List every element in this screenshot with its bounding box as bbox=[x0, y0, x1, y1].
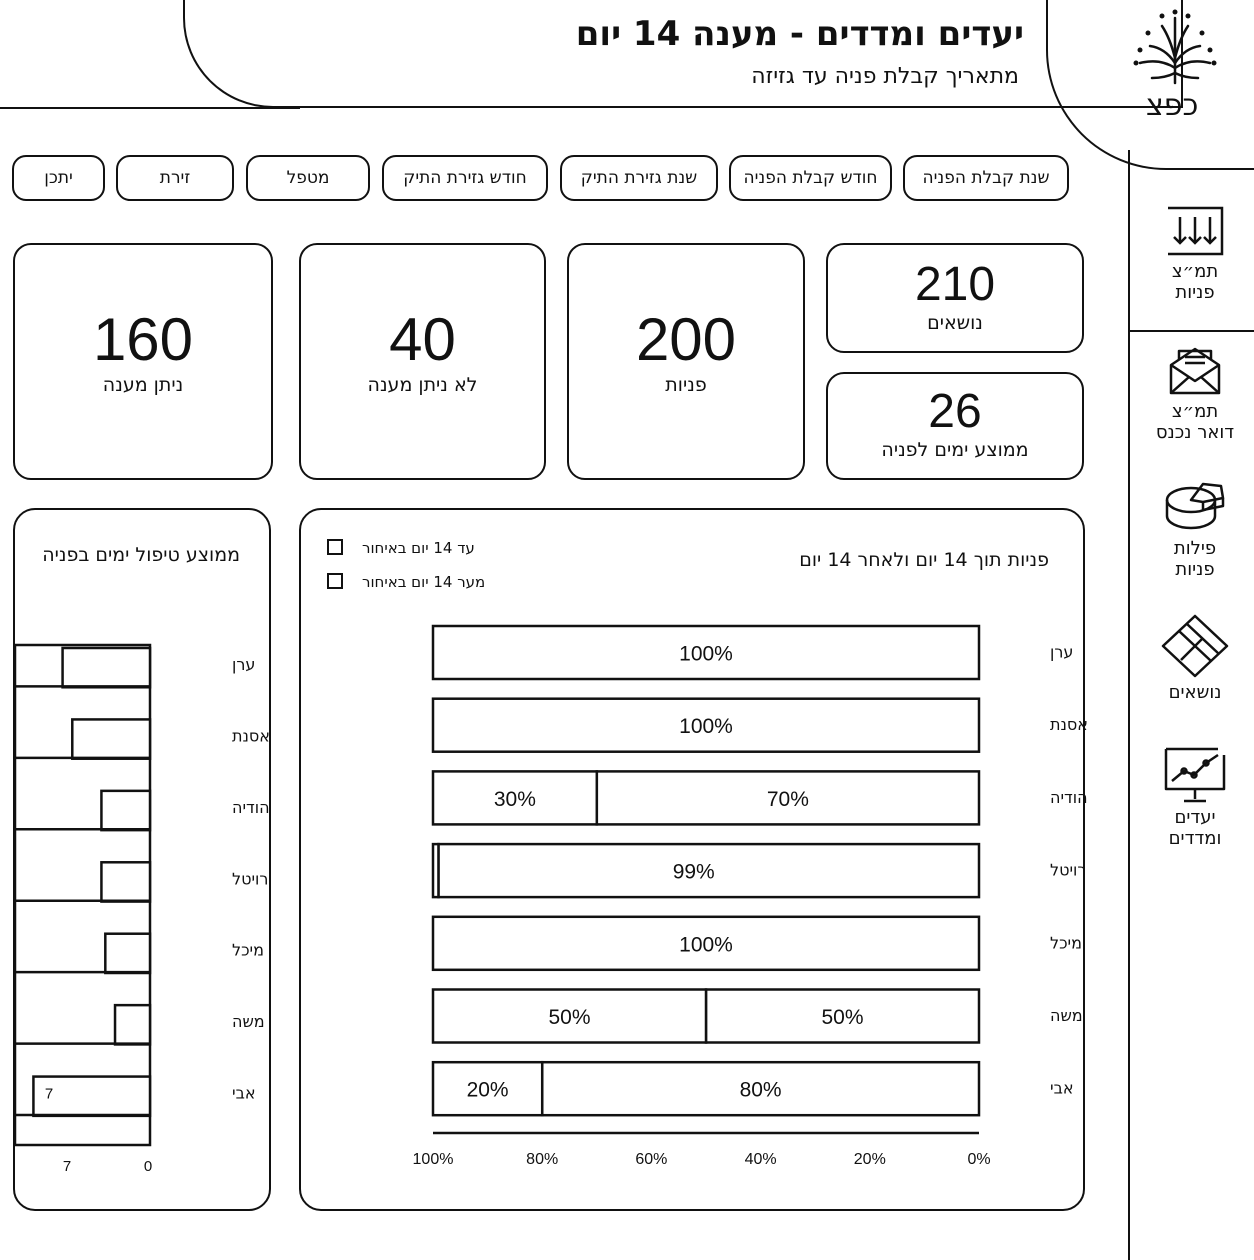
avg-bar[interactable] bbox=[101, 862, 150, 901]
sidebar-item-sublabel: ומדדים bbox=[1168, 828, 1222, 849]
data-label: 99% bbox=[672, 860, 715, 884]
avg-bar[interactable] bbox=[115, 1005, 150, 1044]
kpi-avg-days-label: ממוצע ימים לפניה bbox=[881, 439, 1029, 461]
kpi-not-answered-label: לא ניתן מענה bbox=[367, 374, 478, 396]
page-title: יעדים ומדדים - מענה 14 יום bbox=[575, 14, 1024, 54]
category-label: רויטל bbox=[232, 869, 269, 889]
data-label: 100% bbox=[679, 642, 733, 666]
category-label: אסנת bbox=[1050, 715, 1088, 735]
category-label: רויטל bbox=[1050, 860, 1087, 880]
category-label: משה bbox=[1050, 1006, 1083, 1025]
page-subtitle: מתאריך קבלת פניה עד גזיזה bbox=[751, 64, 1019, 89]
sidebar-item-label: תמ״צ bbox=[1171, 261, 1219, 282]
chart-title: פניות תוך 14 יום ולאחר 14 יום bbox=[799, 549, 1049, 571]
sidebar-item-label: פילות bbox=[1173, 538, 1217, 559]
x-tick-label: 100% bbox=[412, 1151, 454, 1168]
kpi-requests-label: פניות bbox=[665, 374, 707, 396]
category-label: מיכל bbox=[232, 940, 264, 960]
kpi-topics-label: נושאים bbox=[927, 312, 983, 334]
sidebar-item-sublabel: דואר נכנס bbox=[1155, 422, 1235, 443]
logo-text: כפצ bbox=[1146, 88, 1199, 123]
category-label: מיכל bbox=[1050, 933, 1082, 953]
avg-bar[interactable] bbox=[72, 719, 150, 758]
category-label: הודיה bbox=[1050, 787, 1088, 807]
category-label: אסנת bbox=[232, 726, 270, 746]
data-label: 20% bbox=[466, 1078, 509, 1102]
category-label: משה bbox=[232, 1012, 265, 1032]
category-label: אבי bbox=[1050, 1078, 1074, 1098]
filter-request-month[interactable]: חודש קבלת הפניה bbox=[729, 155, 892, 201]
x-tick-label: 40% bbox=[744, 1151, 777, 1168]
filter-handler[interactable]: מטפל bbox=[246, 155, 370, 201]
sidebar-item-label: נושאים bbox=[1168, 682, 1222, 703]
x-tick-label: 60% bbox=[635, 1151, 668, 1168]
data-label: 30% bbox=[493, 787, 536, 811]
category-label: ערן bbox=[1050, 642, 1074, 662]
kpi-answered-label: ניתן מענה bbox=[102, 374, 184, 396]
filter-case-month[interactable]: חודש גזירת התיק bbox=[382, 155, 548, 201]
avg-days-title: ממוצע טיפול ימים בפניה bbox=[42, 544, 240, 566]
sidebar-item-sublabel: פניות bbox=[1175, 282, 1215, 303]
x-tick-label: 7 bbox=[62, 1158, 72, 1175]
data-label: 7 bbox=[44, 1085, 54, 1103]
filter-zone[interactable]: זירת bbox=[116, 155, 234, 201]
avg-bar[interactable] bbox=[105, 934, 150, 973]
data-label: 100% bbox=[679, 933, 733, 957]
category-label: הודיה bbox=[232, 797, 270, 817]
legend-label-within-14: עד 14 יום באיחור bbox=[362, 539, 475, 557]
avg-bar[interactable] bbox=[63, 648, 150, 687]
category-label: אבי bbox=[232, 1083, 256, 1103]
avg-bar[interactable] bbox=[101, 791, 150, 830]
kpi-avg-days-value: 26 bbox=[928, 385, 982, 438]
data-label: 50% bbox=[821, 1006, 864, 1029]
x-tick-label: 20% bbox=[853, 1151, 886, 1168]
data-label: 50% bbox=[548, 1006, 591, 1029]
kpi-not-answered-value: 40 bbox=[389, 306, 456, 373]
kpi-answered-value: 160 bbox=[92, 306, 194, 373]
filter-case-year[interactable]: שנת גזירת התיק bbox=[560, 155, 718, 201]
sidebar-item-label: יעדים bbox=[1174, 807, 1216, 828]
data-label: 70% bbox=[766, 787, 809, 811]
filter-request-year[interactable]: שנת קבלת הפניה bbox=[903, 155, 1069, 201]
x-tick-label: 80% bbox=[526, 1151, 559, 1168]
category-label: ערן bbox=[232, 655, 256, 674]
legend-label-after-14: מער 14 יום באיחור bbox=[362, 573, 486, 591]
data-label: 100% bbox=[679, 715, 733, 739]
x-tick-label: 0% bbox=[967, 1151, 991, 1168]
sidebar-item-label: תמ״צ bbox=[1171, 401, 1219, 422]
x-tick-label: 0 bbox=[143, 1158, 153, 1175]
filter-other[interactable]: יתכן bbox=[12, 155, 105, 201]
kpi-requests-value: 200 bbox=[635, 306, 737, 373]
sidebar-item-sublabel: פניות bbox=[1175, 559, 1215, 580]
data-label: 80% bbox=[739, 1078, 782, 1102]
kpi-topics-value: 210 bbox=[914, 258, 996, 311]
